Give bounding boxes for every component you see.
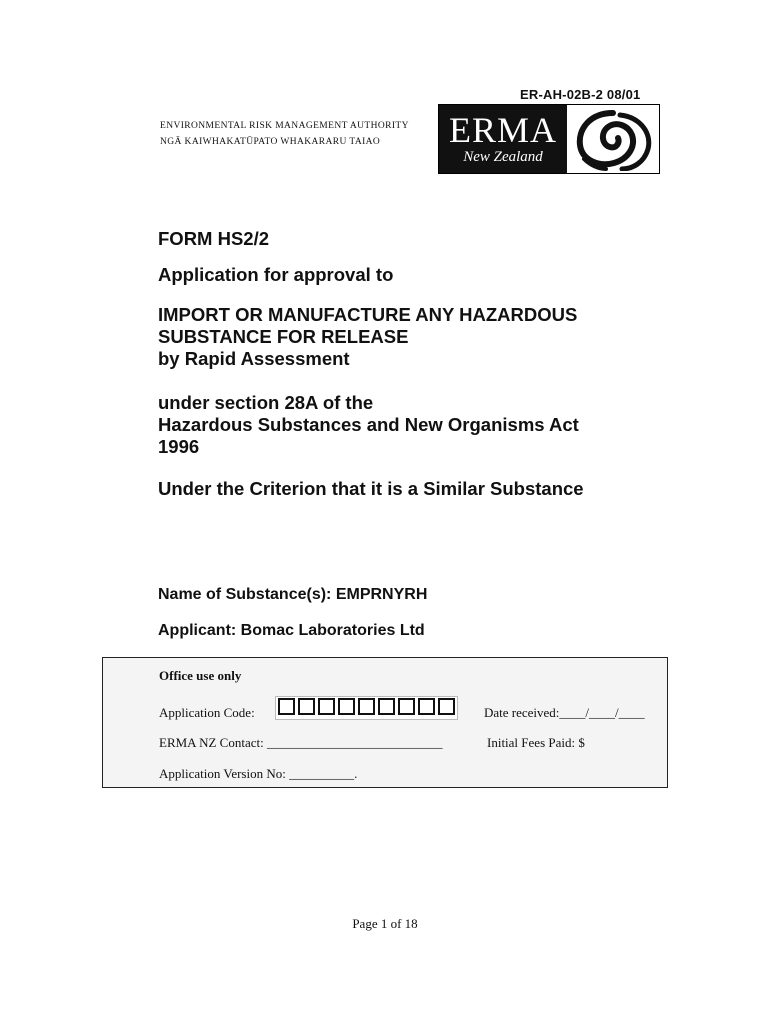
koru-spiral-icon: [567, 105, 659, 173]
legal-section-line: 1996: [158, 436, 200, 457]
code-box[interactable]: [398, 698, 415, 715]
logo-word: ERMA: [448, 109, 557, 150]
office-use-title: Office use only: [159, 668, 242, 683]
code-box[interactable]: [418, 698, 435, 715]
code-box[interactable]: [278, 698, 295, 715]
code-box[interactable]: [298, 698, 315, 715]
application-type-line: IMPORT OR MANUFACTURE ANY HAZARDOUS: [158, 304, 578, 325]
authority-name-english: ENVIRONMENTAL RISK MANAGEMENT AUTHORITY: [160, 121, 409, 131]
application-code-boxes[interactable]: [275, 696, 458, 720]
initial-fees-field[interactable]: Initial Fees Paid: $: [487, 735, 585, 750]
legal-section-line: under section 28A of the: [158, 392, 374, 413]
erma-contact-field[interactable]: ERMA NZ Contact: ___________________________: [159, 735, 443, 750]
document-code: ER-AH-02B-2 08/01: [520, 87, 641, 102]
page-number: Page 1 of 18: [352, 916, 418, 931]
application-version-field[interactable]: Application Version No: __________.: [159, 766, 358, 781]
substance-name: Name of Substance(s): EMPRNYRH: [158, 586, 428, 603]
authority-name: [160, 118, 409, 150]
application-code-label: Application Code:: [159, 705, 255, 720]
erma-logo: [438, 104, 660, 174]
code-box[interactable]: [338, 698, 355, 715]
office-use-box: [102, 657, 668, 788]
code-box[interactable]: [438, 698, 455, 715]
application-type: [158, 304, 678, 370]
code-box[interactable]: [378, 698, 395, 715]
code-box[interactable]: [318, 698, 335, 715]
application-type-line: SUBSTANCE FOR RELEASE: [158, 326, 409, 347]
logo-subtitle: New Zealand: [463, 148, 543, 165]
authority-name-maori: NGĀ KAIWHAKATŪPATO WHAKARARU TAIAO: [160, 137, 381, 147]
application-heading: Application for approval to: [158, 264, 394, 285]
form-title-block: [158, 228, 678, 500]
application-type-line: by Rapid Assessment: [158, 348, 350, 369]
legal-section: [158, 392, 678, 458]
logo-wordmark: [439, 105, 567, 173]
date-received-field[interactable]: Date received:____/____/____: [484, 705, 645, 720]
applicant-name: Applicant: Bomac Laboratories Ltd: [158, 622, 425, 639]
criterion-heading: Under the Criterion that it is a Similar Substance: [158, 478, 584, 499]
code-box[interactable]: [358, 698, 375, 715]
form-number: FORM HS2/2: [158, 228, 270, 249]
legal-section-line: Hazardous Substances and New Organisms Act: [158, 414, 579, 435]
